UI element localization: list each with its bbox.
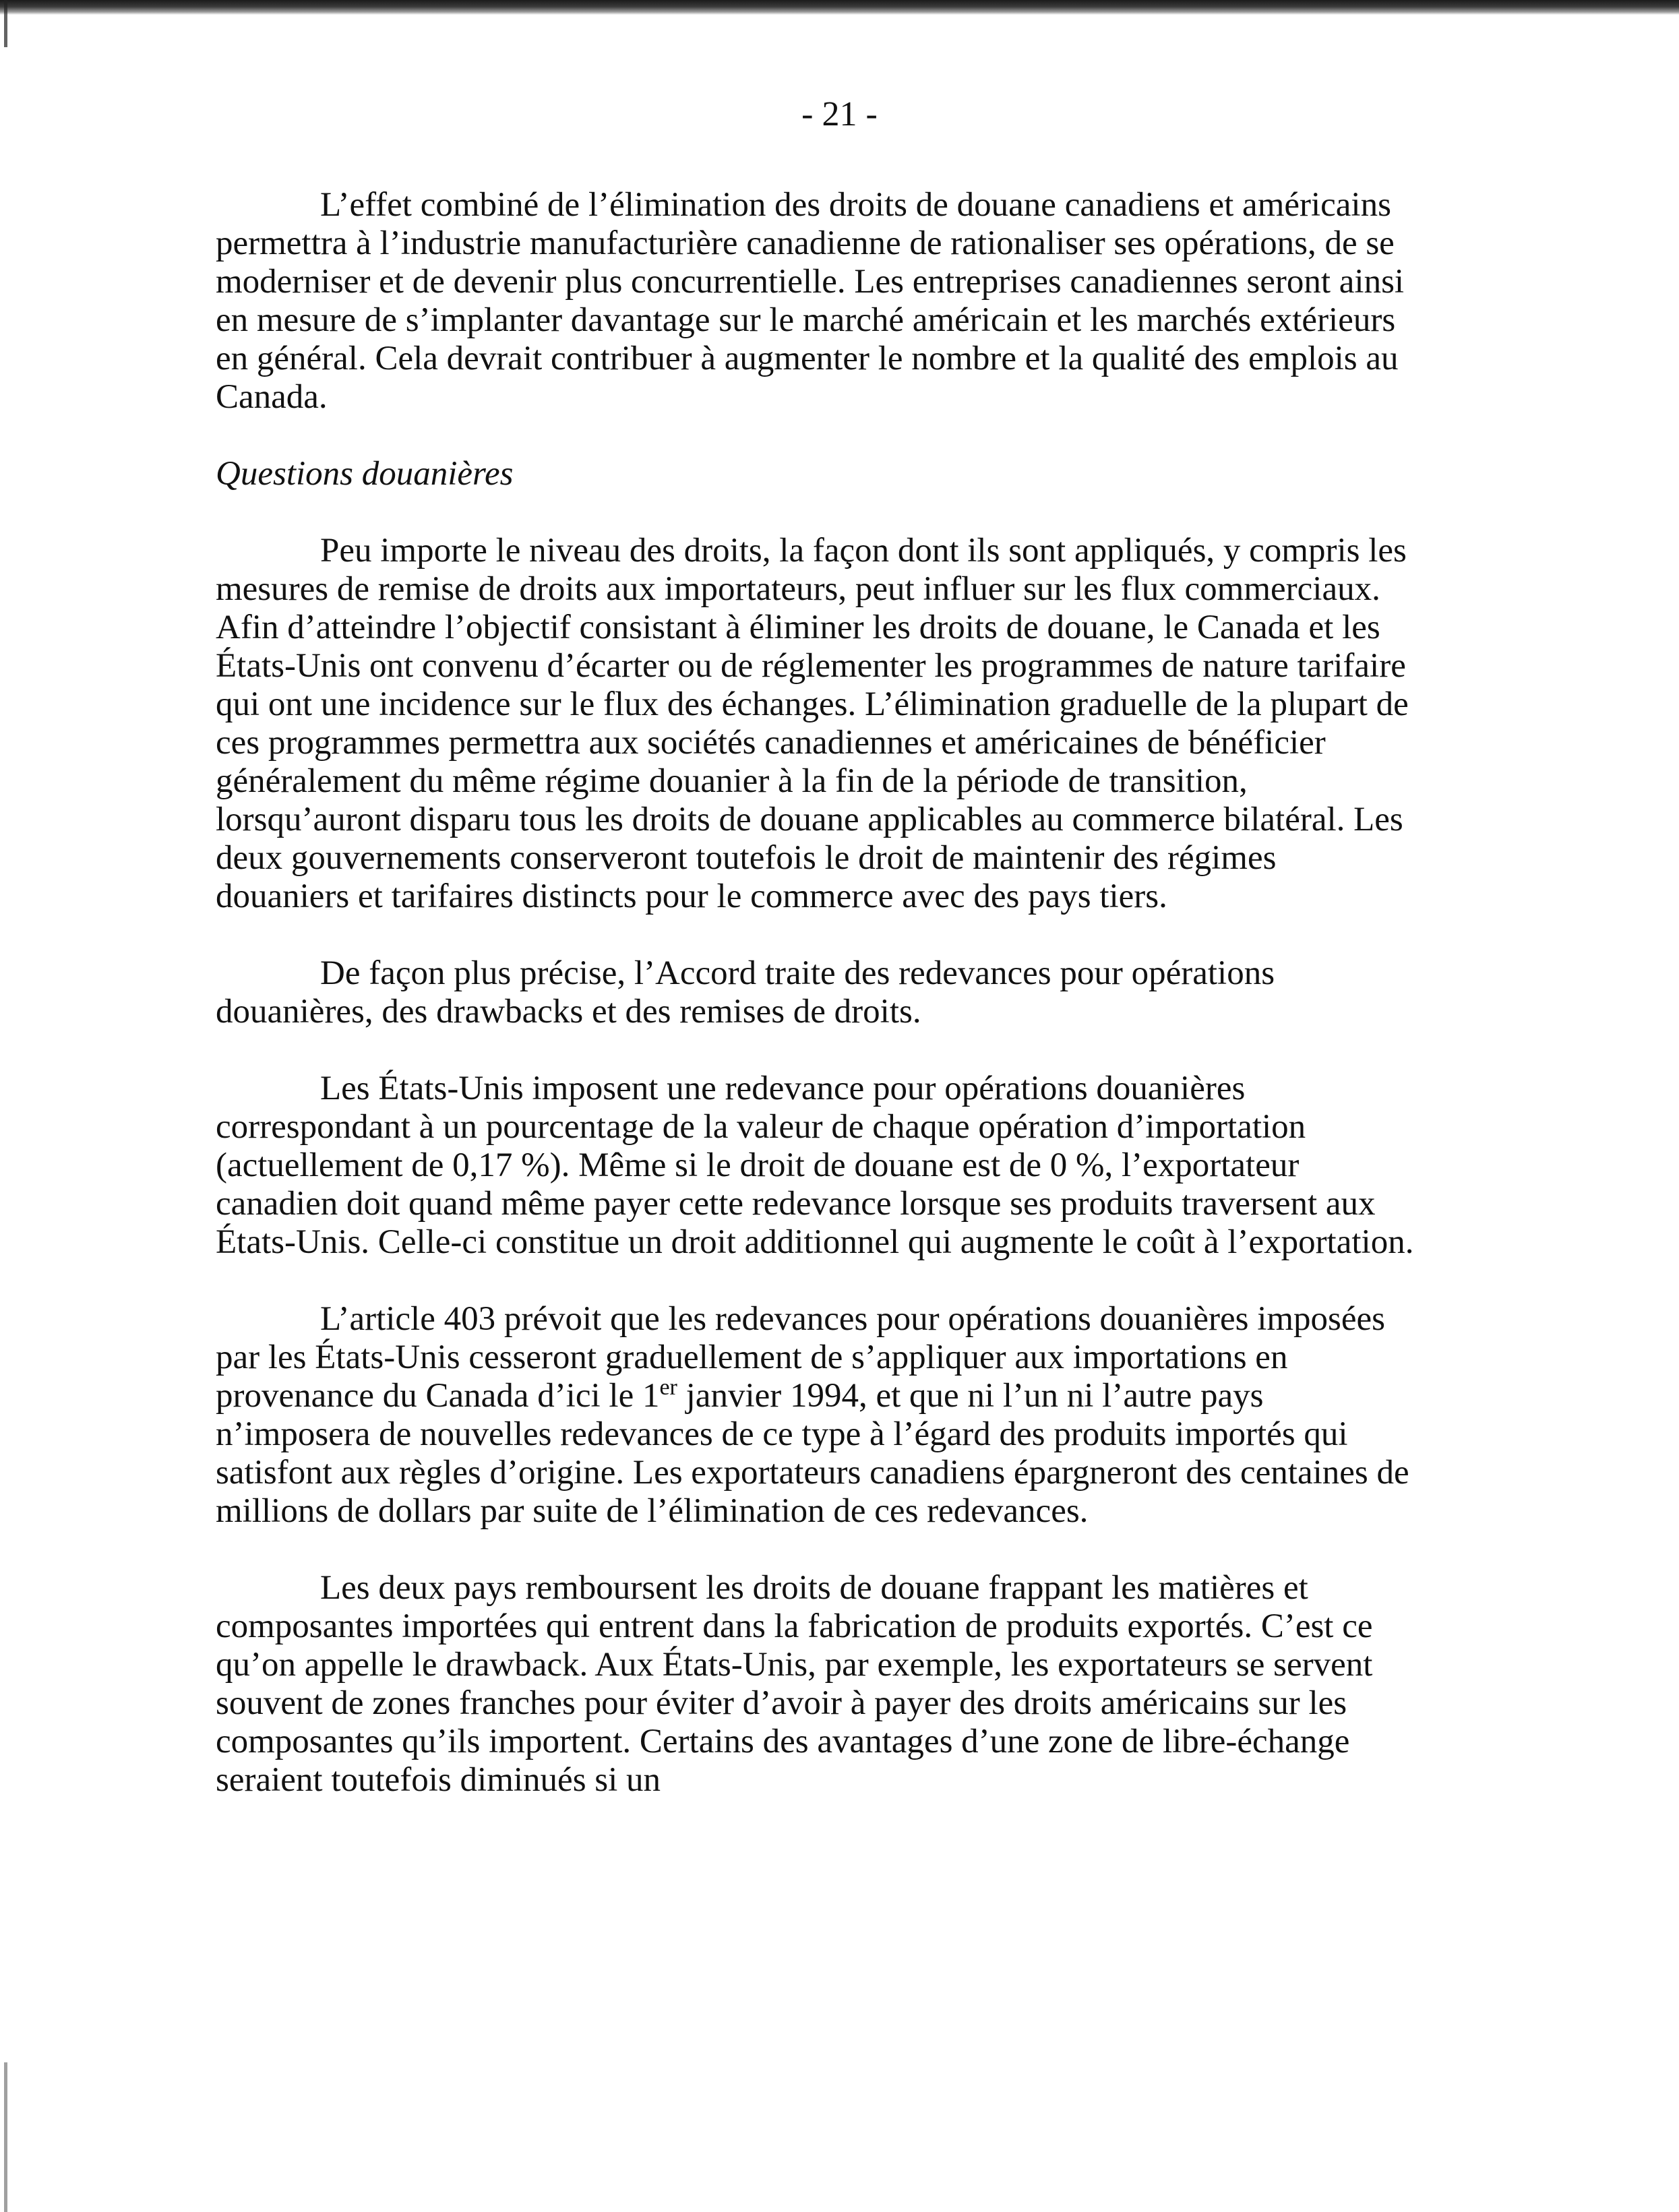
paragraph-1: L’effet combiné de l’élimination des droits de douane canadiens et américains permettra à l’industrie manufacturière canadienne de rationaliser ses opérations, de se moderniser et de devenir plus concurrentielle. Les entreprises canadiennes seront ainsi en mesure de s’implanter davantage sur le marché américain et les marchés extérieurs en général. Cela devrait contribuer à augmenter le nombre et la qualité des emplois au Canada. bbox=[216, 186, 1405, 416]
paragraph-6: Les deux pays remboursent les droits de douane frappant les matières et composantes importées qui entrent dans la fabrication de produits exportés. C’est ce qu’on appelle le drawback. Aux États-Unis, par exemple, les exportateurs se servent souvent de zones franches pour éviter d’avoir à payer des droits américains sur les composantes qu’ils importent. Certains des avantages d’une zone de libre-échange seraient toutefois diminués si un bbox=[216, 1569, 1373, 1799]
document-body bbox=[216, 186, 1415, 1838]
paragraph-2: Peu importe le niveau des droits, la façon dont ils sont appliqués, y compris les mesures de remise de droits aux importateurs, peut influer sur les flux commerciaux. Afin d’atteindre l’objectif consistant à éliminer les droits de douane, le Canada et les États-Unis ont convenu d’écarter ou de réglementer les programmes de nature tarifaire qui ont une incidence sur le flux des échanges. L’élimination graduelle de la plupart de ces programmes permettra aux sociétés canadiennes et américaines de bénéficier généralement du même régime douanier à la fin de la période de transition, lorsqu’auront disparu tous les droits de douane applicables au commerce bilatéral. Les deux gouvernements conserveront toutefois le droit de maintenir des régimes douaniers et tarifaires distincts pour le commerce avec des pays tiers. bbox=[216, 532, 1409, 915]
scan-edge-left bbox=[4, 0, 7, 2212]
paragraph-4: Les États-Unis imposent une redevance pour opérations douanières correspondant à un pourcentage de la valeur de chaque opération d’importation (actuellement de 0,17 %). Même si le droit de douane est de 0 %, l’exportateur canadien doit quand même payer cette redevance lorsque ses produits traversent aux États-Unis. Celle-ci constitue un droit additionnel qui augmente le coût à l’exportation. bbox=[216, 1070, 1414, 1261]
paragraph-5-part-2: janvier 1994, et que ni l’un ni l’autre pays n’imposera de nouvelles redevances de ce type à l’égard des produits importés qui satisfont aux règles d’origine. Les exportateurs canadiens épargneront des centaines de millions de dollars par suite de l’élimination de ces redevances. bbox=[216, 1377, 1409, 1530]
page-number: - 21 - bbox=[801, 95, 878, 133]
section-heading: Questions douanières bbox=[216, 455, 514, 493]
scan-edge-top bbox=[0, 0, 1679, 15]
paragraph-3: De façon plus précise, l’Accord traite des redevances pour opérations douanières, des drawbacks et des remises de droits. bbox=[216, 954, 1275, 1031]
ordinal-superscript: er bbox=[659, 1375, 677, 1400]
paragraph-5-part-1: L’article 403 prévoit que les redevances pour opérations douanières imposées par les États-Unis cesseront graduellement de s’appliquer aux importations en provenance du Canada d’ici le 1 bbox=[216, 1300, 1386, 1415]
paragraph-5 bbox=[216, 1300, 1415, 1531]
